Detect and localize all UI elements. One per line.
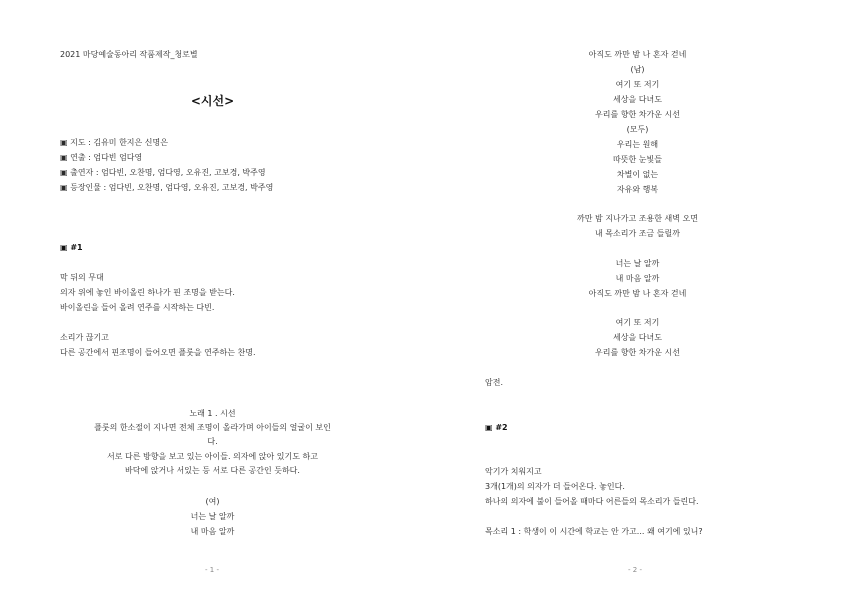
song-description: 플룻의 한소절이 지나면 전체 조명이 올라가며 아이들의 얼굴이 보인 [94, 423, 331, 432]
lyric-line: 자유와 행복 [616, 185, 659, 194]
stage-direction: 암전. [485, 378, 503, 387]
lyric-line: 따뜻한 눈빛들 [613, 155, 662, 164]
page-number: - 2 - [628, 566, 642, 574]
lyric-line: 우리를 향한 차가운 시선 [595, 110, 680, 119]
document-page-2 [425, 0, 850, 601]
song-title: 노래 1 . 시선 [189, 409, 236, 418]
lyric-line: 여기 또 저기 [615, 80, 660, 89]
lyric-line: (남) [630, 65, 645, 74]
stage-direction: 악기가 치워지고 [485, 467, 542, 476]
document-header: 2021 마당예술동아리 작품제작_청로별 [60, 50, 198, 59]
lyric-line: 너는 날 알까 [190, 512, 235, 521]
credit-line: ▣ 연출 : 엄다빈 엄다영 [60, 153, 143, 162]
dialogue-line: 목소리 1 : 학생이 이 시간에 학교는 안 가고... 왜 여기에 있니? [485, 527, 703, 536]
credit-line: ▣ 등장인물 : 엄다빈, 오찬명, 엄다영, 오유진, 고보경, 박주영 [60, 183, 274, 192]
lyric-line: 너는 날 알까 [615, 259, 660, 268]
lyric-line: 차별이 없는 [616, 170, 659, 179]
page-number: - 1 - [205, 566, 219, 574]
lyric-line: 내 목소리가 조금 들릴까 [595, 229, 680, 238]
play-title: <시선> [190, 94, 235, 108]
lyric-line: 세상을 다녀도 [613, 95, 662, 104]
lyric-line: 까만 밤 지나가고 조용한 새벽 오면 [577, 214, 698, 223]
credit-line: ▣ 출연자 : 엄다빈, 오찬명, 엄다영, 오유진, 고보경, 박주영 [60, 168, 266, 177]
lyric-line: (여) [205, 497, 220, 506]
lyric-line: 우리를 향한 차가운 시선 [595, 348, 680, 357]
stage-direction: 하나의 의자에 불이 들어올 때마다 어른들의 목소리가 들린다. [485, 497, 699, 506]
song-description: 바닥에 앉거나 서있는 등 서로 다른 공간인 듯하다. [125, 466, 300, 475]
scene-heading: ▣ #2 [485, 423, 508, 432]
scene-heading: ▣ #1 [60, 243, 83, 252]
lyric-line: 아직도 까만 밤 나 혼자 걷네 [588, 289, 687, 298]
lyric-line: 내 마음 알까 [190, 527, 235, 536]
stage-direction: 소리가 끊기고 [60, 333, 109, 342]
song-description: 다. [207, 437, 218, 446]
lyric-line: 여기 또 저기 [615, 318, 660, 327]
lyric-line: 내 마음 알까 [615, 274, 660, 283]
lyric-line: 세상을 다녀도 [613, 333, 662, 342]
lyric-line: 우리는 원해 [616, 140, 659, 149]
stage-direction: 바이올린을 들어 올려 연주를 시작하는 다빈. [60, 303, 215, 312]
stage-direction: 3개(1개)의 의자가 더 들어온다. 놓인다. [485, 482, 625, 491]
stage-direction: 의자 위에 놓인 바이올린 하나가 핀 조명을 받는다. [60, 288, 235, 297]
lyric-line: (모두) [626, 125, 649, 134]
credit-line: ▣ 지도 : 김유미 한지은 신명은 [60, 138, 168, 147]
stage-direction: 막 뒤의 무대 [60, 273, 104, 282]
lyric-line: 아직도 까만 밤 나 혼자 걷네 [588, 50, 687, 59]
song-description: 서로 다른 방향을 보고 있는 아이들. 의자에 앉아 있기도 하고 [107, 452, 318, 461]
stage-direction: 다른 공간에서 핀조명이 들어오면 플룻을 연주하는 찬명. [60, 348, 256, 357]
